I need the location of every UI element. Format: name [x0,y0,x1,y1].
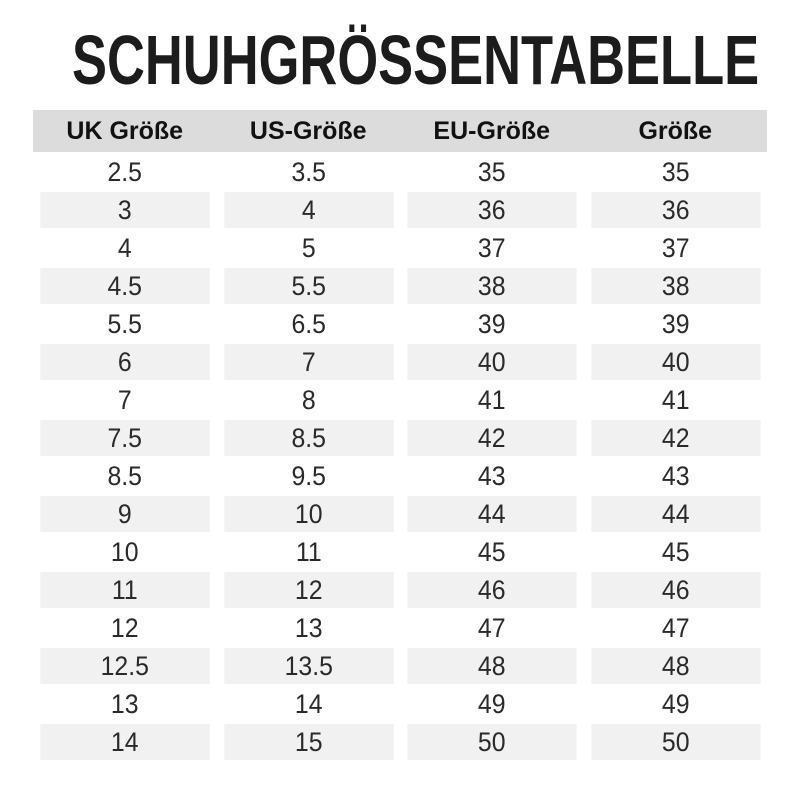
table-cell: 49 [407,686,576,722]
table-cell: 42 [407,420,576,456]
table-cell: 43 [591,458,760,494]
table-cell: 4.5 [40,268,209,304]
table-row [33,344,767,380]
table-row [33,686,767,722]
table-cell: 39 [591,306,760,342]
table-row [33,306,767,342]
table-row [33,154,767,190]
table-cell: 47 [407,610,576,646]
table-cell: 45 [591,534,760,570]
table-cell: 8 [224,382,393,418]
table-cell: 6.5 [224,306,393,342]
table-row [33,420,767,456]
table-cell: 7 [224,344,393,380]
table-row [33,534,767,570]
table-cell: 5 [224,230,393,266]
table-cell: 3.5 [224,154,393,190]
table-header [33,110,767,152]
table-cell: 36 [591,192,760,228]
table-cell: 9 [40,496,209,532]
table-row [33,382,767,418]
table-cell: 10 [224,496,393,532]
shoe-size-table [33,108,767,762]
table-cell: 50 [407,724,576,760]
table-row [33,496,767,532]
column-header: US-Größe [217,110,401,152]
table-cell: 7.5 [40,420,209,456]
table-row [33,724,767,760]
header-row [33,110,767,152]
page-title: SCHUHGRÖSSENTABELLE [72,21,760,99]
table-cell: 13 [40,686,209,722]
table-cell: 12 [224,572,393,608]
table-cell: 11 [224,534,393,570]
table-cell: 50 [591,724,760,760]
table-cell: 12 [40,610,209,646]
table-cell: 37 [407,230,576,266]
table-cell: 48 [591,648,760,684]
table-cell: 10 [40,534,209,570]
table-cell: 2.5 [40,154,209,190]
table-cell: 14 [40,724,209,760]
table-row [33,610,767,646]
table-cell: 39 [407,306,576,342]
table-cell: 14 [224,686,393,722]
table-cell: 4 [224,192,393,228]
table-cell: 7 [40,382,209,418]
table-row [33,268,767,304]
table-cell: 46 [591,572,760,608]
table-row [33,458,767,494]
table-cell: 45 [407,534,576,570]
table-cell: 11 [40,572,209,608]
table-cell: 9.5 [224,458,393,494]
table-cell: 41 [591,382,760,418]
table-cell: 3 [40,192,209,228]
table-cell: 13 [224,610,393,646]
table-cell: 35 [407,154,576,190]
table-cell: 44 [591,496,760,532]
table-cell: 43 [407,458,576,494]
table-body [33,154,767,760]
table-cell: 15 [224,724,393,760]
table-row [33,192,767,228]
table-cell: 5.5 [224,268,393,304]
table-row [33,230,767,266]
column-header: UK Größe [33,110,217,152]
table-cell: 35 [591,154,760,190]
table-cell: 48 [407,648,576,684]
table-cell: 8.5 [40,458,209,494]
table-cell: 42 [591,420,760,456]
table-row [33,572,767,608]
table-cell: 38 [407,268,576,304]
table-cell: 4 [40,230,209,266]
page [0,16,800,800]
table-cell: 37 [591,230,760,266]
table-cell: 47 [591,610,760,646]
table-cell: 38 [591,268,760,304]
table-cell: 40 [591,344,760,380]
table-cell: 40 [407,344,576,380]
column-header: EU-Größe [400,110,584,152]
table-cell: 36 [407,192,576,228]
table-row [33,648,767,684]
table-cell: 13.5 [224,648,393,684]
table-cell: 41 [407,382,576,418]
table-cell: 8.5 [224,420,393,456]
table-cell: 12.5 [40,648,209,684]
table-cell: 44 [407,496,576,532]
table-cell: 49 [591,686,760,722]
table-cell: 46 [407,572,576,608]
table-cell: 5.5 [40,306,209,342]
table-cell: 6 [40,344,209,380]
column-header: Größe [584,110,768,152]
